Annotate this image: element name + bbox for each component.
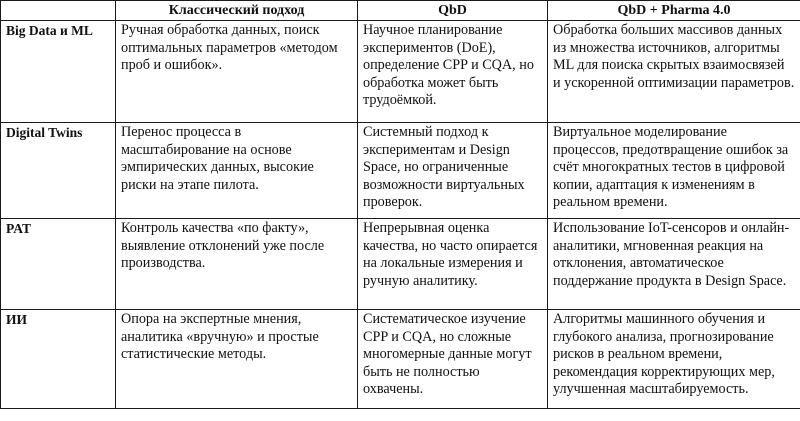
table-row [1, 310, 800, 409]
cell-classic: Контроль качества «по факту», выявление отклонений уже после производства. [116, 219, 358, 310]
row-label-ai: ИИ [1, 310, 116, 409]
header-corner-cell [1, 1, 116, 21]
row-label-pat: PAT [1, 219, 116, 310]
cell-classic: Опора на экспертные мнения, аналитика «вручную» и простые статистические методы. [116, 310, 358, 409]
cell-classic: Ручная обработка данных, поиск оптимальных параметров «методом проб и ошибок». [116, 21, 358, 123]
header-pharma: QbD + Pharma 4.0 [548, 1, 800, 21]
table-row [1, 21, 800, 123]
cell-pharma: Использование IoT-сенсоров и онлайн-аналитики, мгновенная реакция на отклонения, автоматическое поддержание продукта в Design Space. [548, 219, 800, 310]
cell-qbd: Непрерывная оценка качества, но часто опирается на локальные измерения и ручную аналитику. [358, 219, 548, 310]
cell-qbd: Научное планирование экспериментов (DoE), определение CPP и CQA, но обработка может быть трудоёмкой. [358, 21, 548, 123]
table-row [1, 219, 800, 310]
header-classic: Классический подход [116, 1, 358, 21]
cell-pharma: Виртуальное моделирование процессов, предотвращение ошибок за счёт многократных тестов в цифровой копии, адаптация к изменениям в реальном времени. [548, 123, 800, 219]
row-label-big-data: Big Data и ML [1, 21, 116, 123]
table-row [1, 123, 800, 219]
cell-pharma: Обработка больших массивов данных из множества источников, алгоритмы ML для поиска скрытых взаимосвязей и ускоренной оптимизации параметров. [548, 21, 800, 123]
header-qbd: QbD [358, 1, 548, 21]
header-row [1, 1, 800, 21]
cell-qbd: Системный подход к экспериментам и Design Space, но ограниченные возможности виртуальных проверок. [358, 123, 548, 219]
row-label-digital-twins: Digital Twins [1, 123, 116, 219]
cell-classic: Перенос процесса в масштабирование на основе эмпирических данных, высокие риски на этапе пилота. [116, 123, 358, 219]
cell-qbd: Систематическое изучение CPP и CQA, но сложные многомерные данные могут быть не полностью охвачены. [358, 310, 548, 409]
cell-pharma: Алгоритмы машинного обучения и глубокого анализа, прогнозирование рисков в реальном времени, рекомендация корректирующих мер, улучшенная масштабируемость. [548, 310, 800, 409]
